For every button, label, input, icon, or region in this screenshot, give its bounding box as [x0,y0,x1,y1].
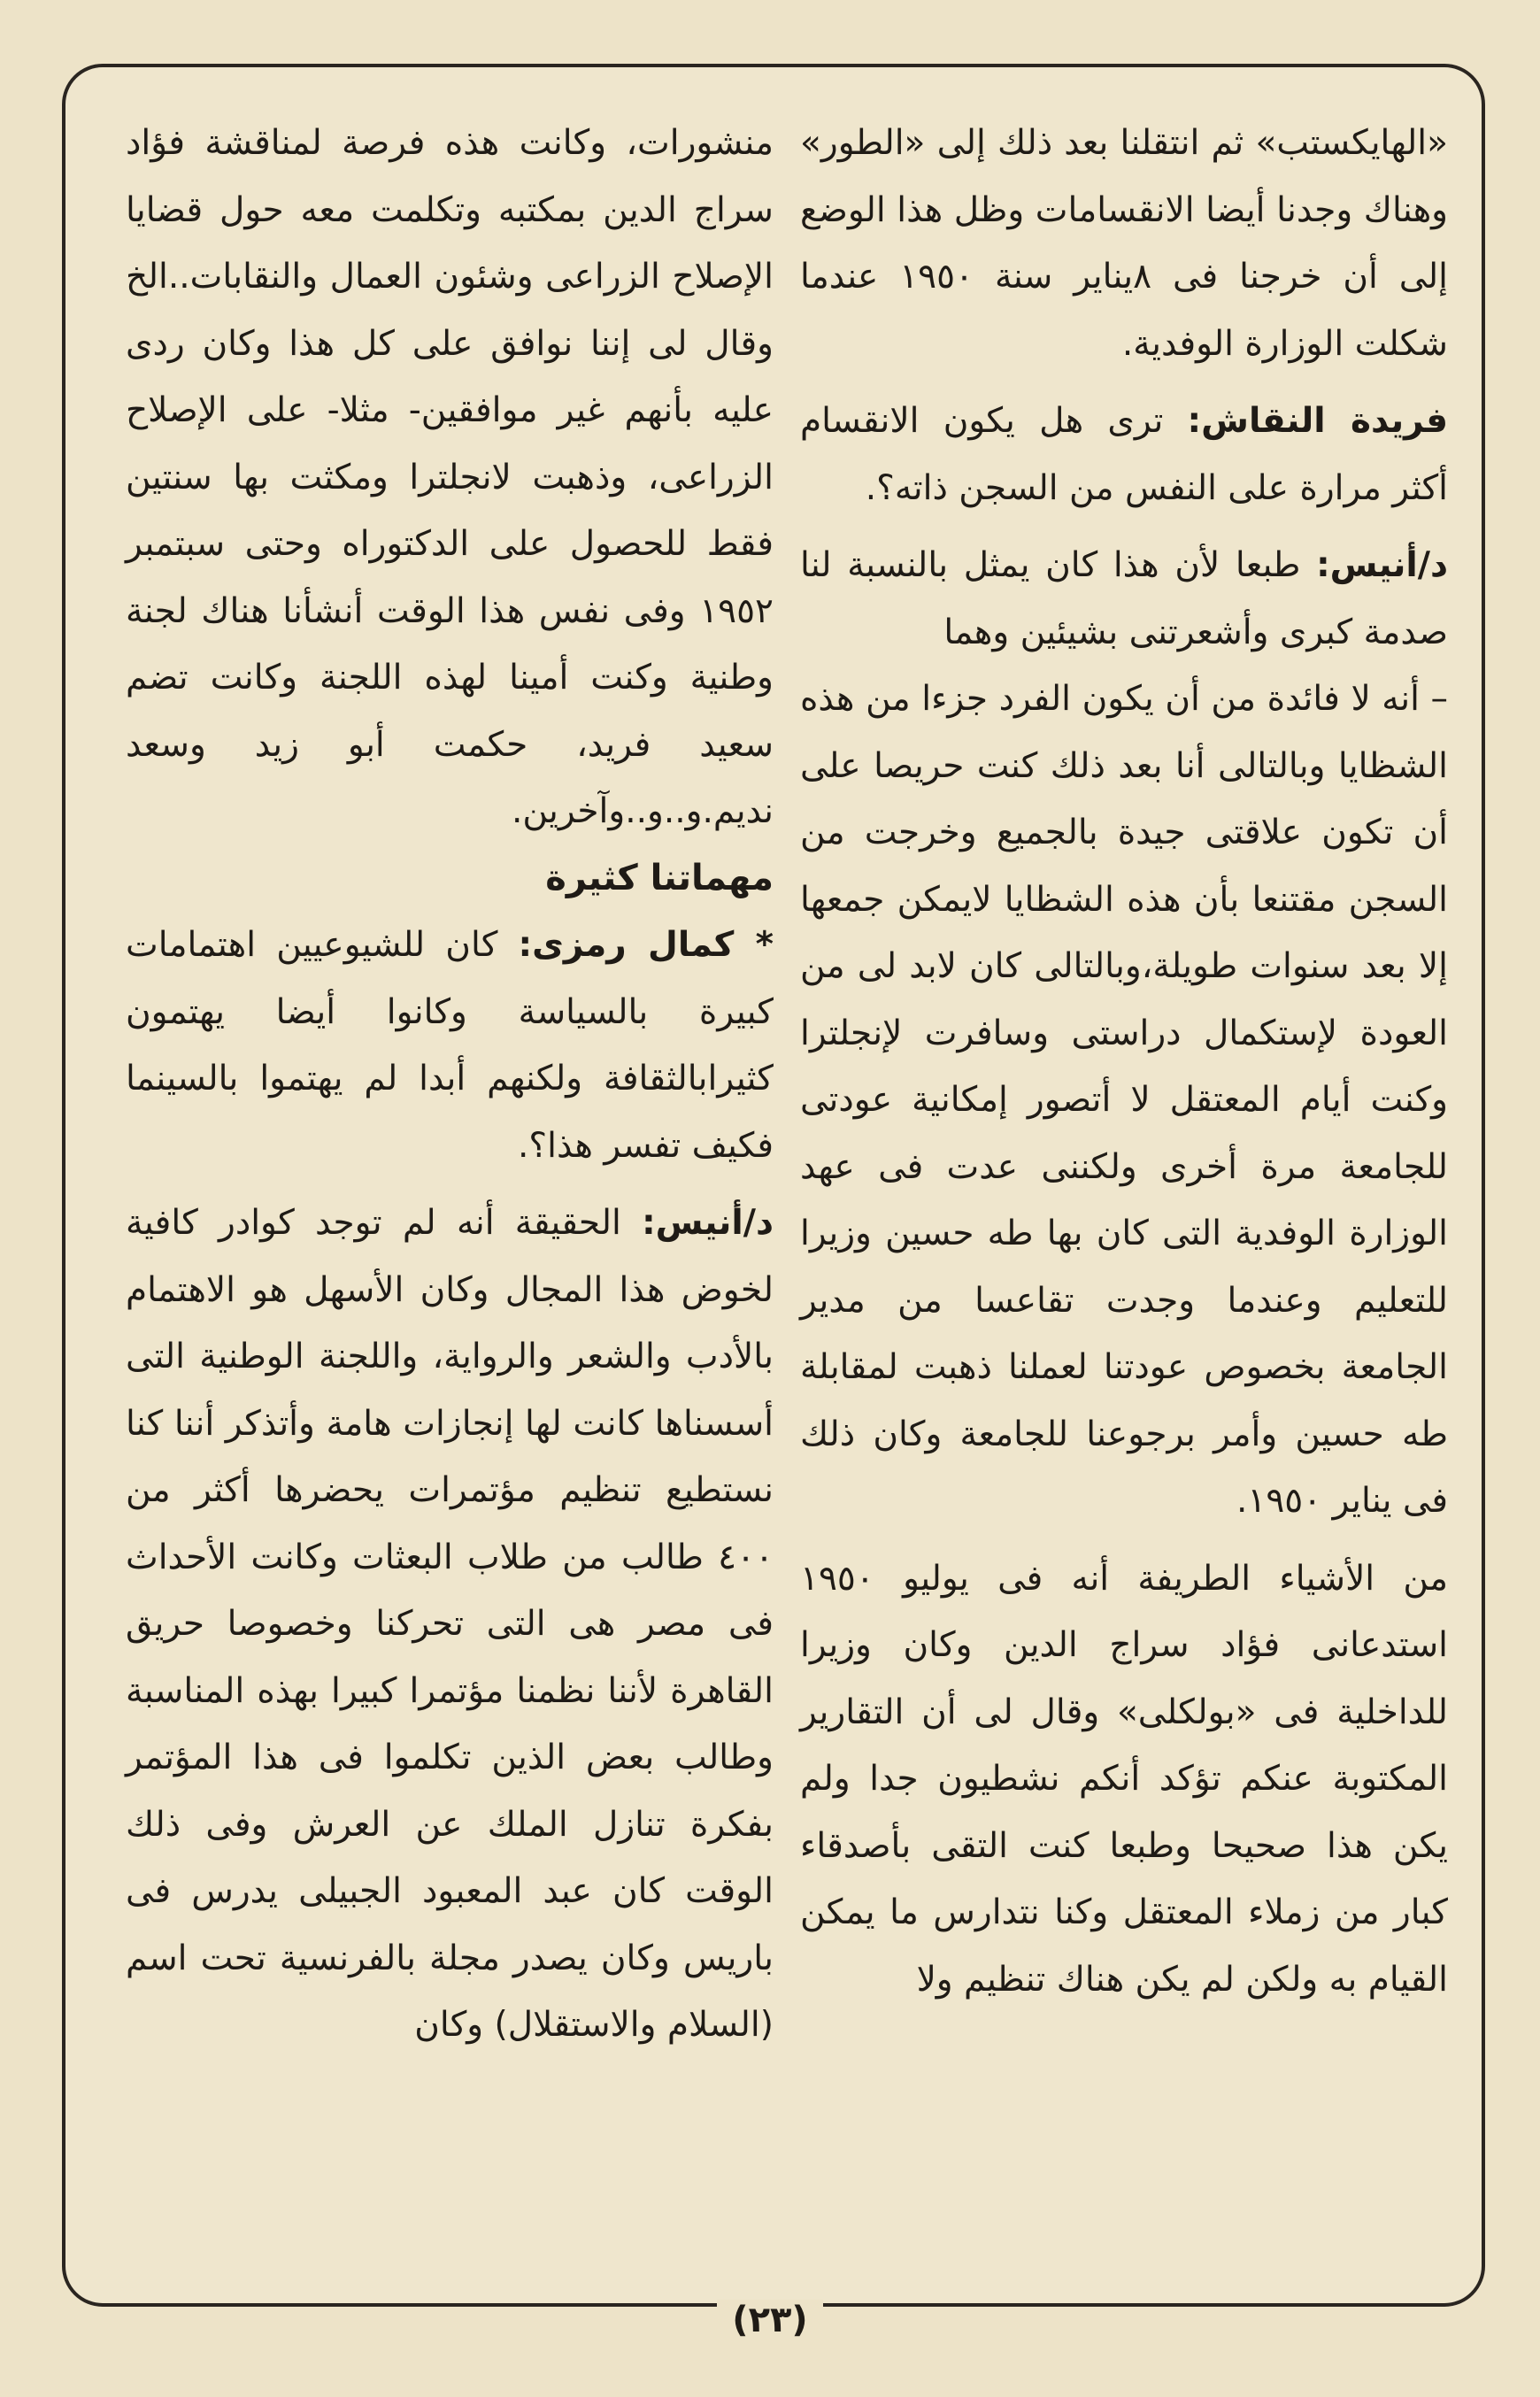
paragraph-text: الحقيقة أنه لم توجد كوادر كافية لخوض هذا المجال وكان الأسهل هو الاهتمام بالأدب والشعر والرواية، واللجنة الوطنية التى أسسناها كانت لها إنجازات هامة وأتذكر أننا كنا نستطيع تنظيم مؤتمرات يحضرها أكثر من ٤٠٠ طالب من طلاب البعثات وكانت الأحداث فى مصر هى التى تحركنا وخصوصا حريق القاهرة لأننا نظمنا مؤتمرا كبيرا بهذه المناسبة وطالب بعض الذين تكلموا فى هذا المؤتمر بفكرة تنازل الملك عن العرش وفى ذلك الوقت كان عبد المعبود الجبيلى يدرس فى باريس وكان يصدر مجلة بالفرنسية تحت اسم (السلام والاستقلال) وكان [126,1203,774,2045]
paragraph [800,532,1448,666]
section-heading: مهماتنا كثيرة [545,857,774,898]
paragraph [126,912,774,1179]
page-number: (٢٣) [717,2300,823,2340]
speaker-name: د/أنيس: [642,1203,774,1243]
paragraph-text: ترى هل يكون الانقسام أكثر مرارة على النفس من السجن ذاته؟. [800,401,1448,508]
paragraph-text: طبعا لأن هذا كان يمثل بالنسبة لنا صدمة كبرى وأشعرتنى بشيئين وهما [800,545,1448,652]
right-column [800,110,1448,2013]
paragraph: من الأشياء الطريفة أنه فى يوليو ١٩٥٠ استدعانى فؤاد سراج الدين وكان وزيرا للداخلية فى «بولكلى» وقال لى أن التقارير المكتوبة عنكم تؤكد أنكم نشطيون جدا ولم يكن هذا صحيحا وطبعا كنت التقى بأصدقاء كبار من زملاء المعتقل وكنا نتدارس ما يمكن القيام به ولكن لم يكن هناك تنظيم ولا [800,1558,1448,2000]
paragraph-text: كان للشيوعيين اهتمامات كبيرة بالسياسة وكانوا أيضا يهتمون كثيرابالثقافة ولكنهم أبدا لم يهتموا بالسينما فكيف تفسر هذا؟. [126,925,774,1166]
page-frame [62,64,1485,2307]
speaker-name: فريدة النقاش: [1187,401,1448,441]
speaker-name: د/أنيس: [1316,545,1448,585]
paragraph: – أنه لا فائدة من أن يكون الفرد جزءا من هذه الشظايا وبالتالى أنا بعد ذلك كنت حريصا على أن تكون علاقتى جيدة بالجميع وخرجت من السجن مقتنعا بأن هذه الشظايا لايمكن جمعها إلا بعد سنوات طويلة،وبالتالى كان لابد لى من العودة لإستكمال دراستى وسافرت لإنجلترا وكنت أيام المعتقل لا أتصور إمكانية عودتى للجامعة مرة أخرى ولكننى عدت فى عهد الوزارة الوفدية التى كان بها طه حسين وزيرا للتعليم وعندما وجدت تقاعسا من مدير الجامعة بخصوص عودتنا لعملنا ذهبت لمقابلة طه حسين وأمر برجوعنا للجامعة وكان ذلك فى يناير ١٩٥٠. [800,679,1448,1521]
left-column [126,110,774,2059]
paragraph [800,388,1448,521]
paragraph: منشورات، وكانت هذه فرصة لمناقشة فؤاد سراج الدين بمكتبه وتكلمت معه حول قضايا الإصلاح الزراعى وشئون العمال والنقابات..الخ وقال لى إننا نوافق على كل هذا وكان ردى عليه بأنهم غير موافقين- مثلا- على الإصلاح الزراعى، وذهبت لانجلترا ومكثت بها سنتين فقط للحصول على الدكتوراه وحتى سبتمبر ١٩٥٢ وفى نفس هذا الوقت أنشأنا هناك لجنة وطنية وكنت أمينا لهذه اللجنة وكانت تضم سعيد فريد، حكمت أبو زيد وسعد نديم.و..و..وآخرين. [126,123,774,831]
paragraph [126,1190,774,2059]
speaker-name: * كمال رمزى: [518,925,774,965]
paragraph: «الهايكستب» ثم انتقلنا بعد ذلك إلى «الطور» وهناك وجدنا أيضا الانقسامات وظل هذا الوضع إلى أن خرجنا فى ٨يناير سنة ١٩٥٠ عندما شكلت الوزارة الوفدية. [800,123,1449,364]
